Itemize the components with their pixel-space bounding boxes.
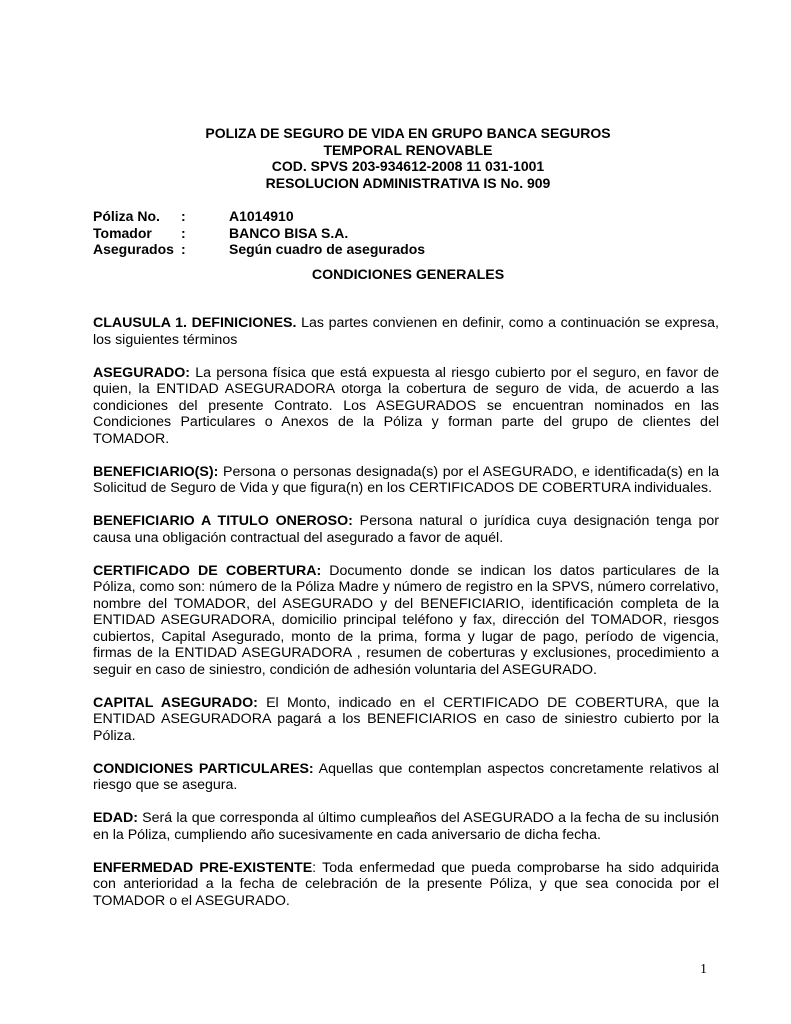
paragraph-asegurado	[93, 365, 719, 448]
definition-text: Será la que corresponda al último cumpleaños del ASEGURADO a la fecha de su inclusión en la Póliza, cumpliendo año sucesivamente en cada aniversario de dicha fecha.	[93, 810, 719, 843]
policy-info	[93, 208, 719, 258]
paragraph-capital	[93, 695, 719, 745]
title-line: COD. SPVS 203-934612-2008 11 031-1001	[271, 158, 545, 174]
info-value: Según cuadro de asegurados	[229, 241, 426, 257]
definition-text: Las partes convienen en definir, como a continuación se expresa, los siguientes términos	[93, 315, 719, 348]
definition-text: : Toda enfermedad que pueda comprobarse ha sido adquirida con anterioridad a la fecha de celebración de la presente Póliza, y que sea conocida por el TOMADOR o el ASEGURADO.	[93, 859, 719, 909]
document-page	[93, 125, 719, 923]
section-heading: CONDICIONES GENERALES	[311, 266, 505, 283]
definition-text: Documento donde se indican los datos particulares de la Póliza, como son: número de la Póliza Madre y número de registro en la SPVS, número correlativo, nombre del TOMADOR, del ASEGURADO y del BENEFICIARIO, identificación completa de la ENTIDAD ASEGURADORA, domicilio principal teléfono y fax, dirección del TOMADOR, riesgos cubiertos, Capital Asegurado, monto de la prima, forma y lugar de pago, período de vigencia, firmas de la ENTIDAD ASEGURADORA , resumen de coberturas y exclusiones, procedimiento a seguir en caso de siniestro, condición de adhesión voluntaria del ASEGURADO.	[93, 562, 719, 678]
insured-row	[93, 241, 719, 258]
term: CONDICIONES PARTICULARES:	[93, 760, 314, 777]
definition-text: Persona o personas designada(s) por el ASEGURADO, e identificada(s) en la Solicitud de Seguro de Vida y que figura(n) en los CERTIFICADOS DE COBERTURA individuales.	[93, 463, 719, 496]
title-line: RESOLUCION ADMINISTRATIVA IS No. 909	[265, 174, 551, 191]
title-line: POLIZA DE SEGURO DE VIDA EN GRUPO BANCA SEGUROS	[205, 125, 611, 141]
paragraph-beneficiarios	[93, 464, 719, 497]
term: BENEFICIARIO A TITULO ONEROSO:	[93, 513, 353, 529]
paragraph-beneficiario-oneroso	[93, 513, 719, 546]
info-colon: :	[181, 208, 186, 224]
term: CERTIFICADO DE COBERTURA:	[93, 562, 322, 579]
paragraph-condiciones-particulares	[93, 761, 719, 794]
term: CAPITAL ASEGURADO:	[93, 694, 258, 711]
info-label: Póliza No.	[93, 208, 160, 224]
definition-text: La persona física que está expuesta al riesgo cubierto por el seguro, en favor de quien, la ENTIDAD ASEGURADORA otorga la cobertura de seguro de vida, de acuerdo a las condiciones del presente Contrato. Los ASEGURADOS se encuentran nominados en las Condiciones Particulares o Anexos de la Póliza y forman parte del grupo de clientes del TOMADOR.	[93, 364, 719, 447]
info-value: BANCO BISA S.A.	[229, 224, 349, 241]
paragraph-enfermedad	[93, 860, 719, 910]
info-colon: :	[181, 241, 186, 257]
term: ENFERMEDAD PRE-EXISTENTE	[93, 859, 313, 876]
term: BENEFICIARIO(S):	[93, 463, 219, 480]
term: CLAUSULA 1. DEFINICIONES.	[93, 315, 297, 331]
info-colon: :	[181, 224, 186, 241]
paragraph-edad	[93, 810, 719, 843]
definition-text: Persona natural o jurídica cuya designación tenga por causa una obligación contractual del asegurado a favor de aquél.	[93, 513, 719, 546]
paragraph-certificado	[93, 563, 719, 679]
policy-number-row	[93, 208, 719, 225]
info-value: A1014910	[229, 208, 294, 224]
policy-holder-row	[93, 225, 719, 242]
definition-text: El Monto, indicado en el CERTIFICADO DE COBERTURA, que la ENTIDAD ASEGURADORA pagará a los BENEFICIARIOS en caso de siniestro cubierto por la Póliza.	[93, 694, 720, 744]
info-label: Asegurados	[93, 241, 174, 257]
title-line: TEMPORAL RENOVABLE	[323, 141, 493, 158]
page-number: 1	[700, 962, 707, 977]
info-label: Tomador	[93, 224, 152, 241]
term: ASEGURADO:	[93, 364, 190, 381]
document-title	[93, 125, 719, 191]
definition-text: Aquellas que contemplan aspectos concretamente relativos al riesgo que se asegura.	[93, 760, 719, 793]
term: EDAD:	[93, 810, 138, 826]
paragraph-definitions	[93, 315, 719, 348]
